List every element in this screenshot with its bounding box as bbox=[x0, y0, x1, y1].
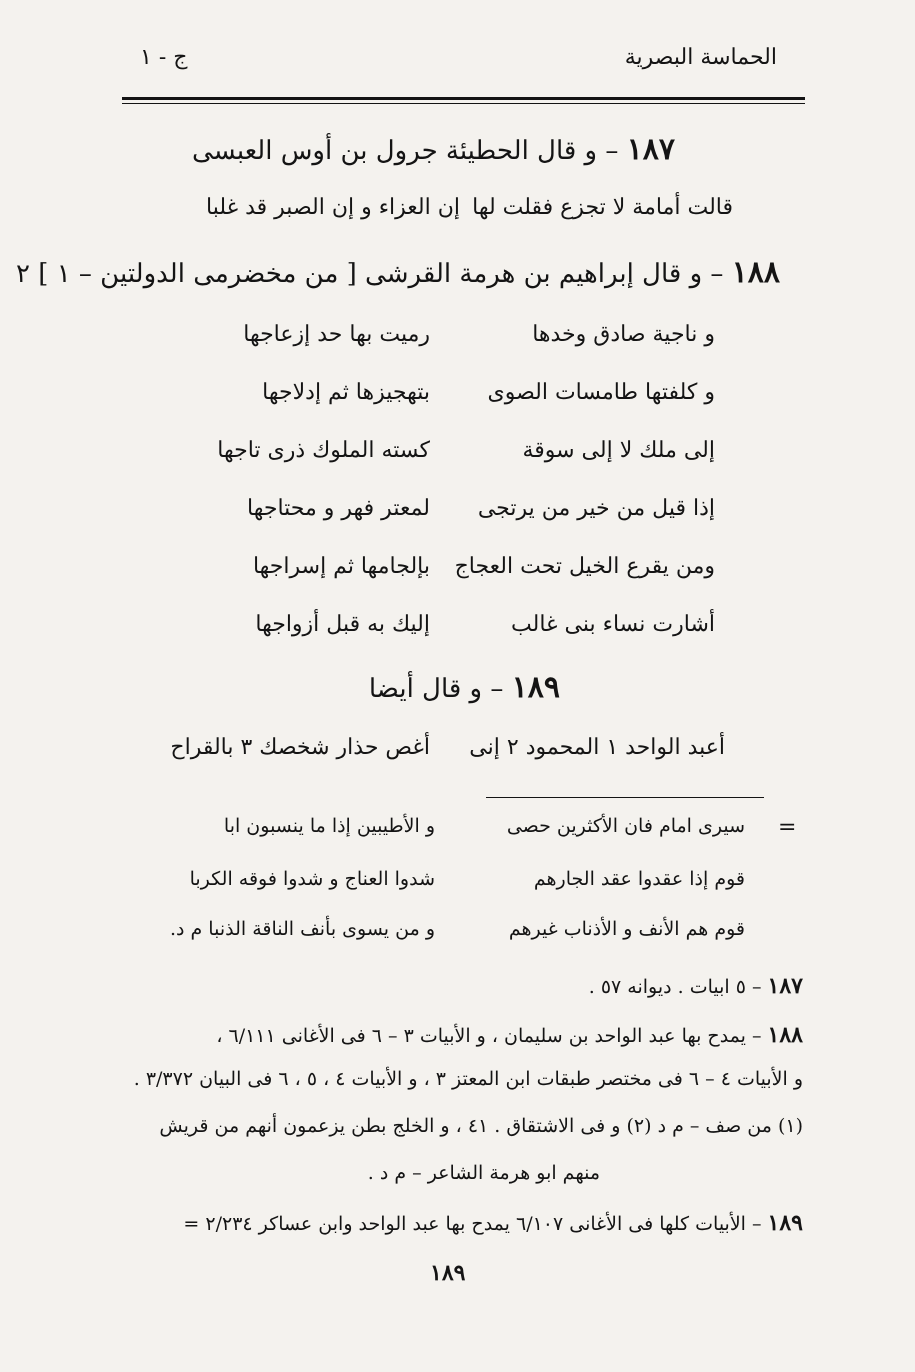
footnote-verse-first: سيرى امام فان الأكثرين حصى bbox=[506, 815, 745, 837]
verse-second-half: كسته الملوك ذرى تاجها bbox=[217, 438, 430, 463]
note-188-line-2: و الأبيات ٤ – ٦ فى مختصر طبقات ابن المعتز ٣ ، و الأبيات ٤ ، ٥ ، ٦ فى البيان ٣/٣٧٢ . bbox=[133, 1068, 803, 1090]
footnote-verse-second: و الأطيبين إذا ما ينسبون ابا bbox=[223, 815, 435, 837]
verse-second-half: رميت بها حد إزعاجها bbox=[243, 322, 430, 347]
poem-number: ١٨٧ bbox=[626, 132, 675, 167]
note-text: – ٥ ابيات . ديوانه ٥٧ . bbox=[588, 976, 762, 998]
verse-second-half: أغص حذار شخصك ٣ بالقراح bbox=[170, 735, 430, 760]
poem-title: – و قال الحطيئة جرول بن أوس العبسى bbox=[192, 136, 619, 166]
running-title: الحماسة البصرية bbox=[624, 45, 777, 70]
verse-first-half: و كلفتها طامسات الصوى bbox=[487, 380, 715, 405]
footnote-verse-second: شدوا العناج و شدوا فوقه الكربا bbox=[189, 868, 435, 890]
verse-second-half: بتهجيزها ثم إدلاجها bbox=[262, 380, 430, 405]
footnote-rule bbox=[486, 797, 764, 798]
verse-first-half: ومن يقرع الخيل تحت العجاج bbox=[454, 554, 715, 579]
note-number: ١٨٩ bbox=[767, 1210, 803, 1236]
note-188-line-4: منهم ابو هرمة الشاعر – م د . bbox=[367, 1162, 600, 1184]
poem-number: ١٨٨ bbox=[731, 255, 780, 290]
poem-number: ١٨٩ bbox=[511, 670, 560, 705]
header-rule-thick bbox=[122, 97, 805, 100]
verse-first-half: و ناجية صادق وخدها bbox=[532, 322, 715, 347]
verse-second-half: إن العزاء و إن الصبر قد غلبا bbox=[205, 195, 460, 220]
volume-label: ج - ١ bbox=[140, 45, 188, 70]
note-189 bbox=[183, 1210, 803, 1236]
verse-second-half: بإلجامها ثم إسراجها bbox=[252, 554, 430, 579]
note-187 bbox=[589, 973, 803, 999]
note-188-line-1 bbox=[216, 1022, 803, 1048]
footnote-verse-first: قوم إذا عقدوا عقد الجارهم bbox=[533, 868, 745, 890]
poem-188-heading bbox=[16, 255, 780, 290]
note-text: – الأبيات كلها فى الأغانى ٦/١٠٧ يمدح بها عبد الواحد وابن عساكر ٢/٢٣٤ = bbox=[183, 1213, 762, 1235]
verse-first-half: أشارت نساء بنى غالب bbox=[511, 612, 715, 637]
verse-first-half: قالت أمامة لا تجزع فقلت لها bbox=[472, 195, 733, 220]
page-number: ١٨٩ bbox=[430, 1260, 466, 1286]
poem-189-heading bbox=[369, 670, 560, 705]
note-188-line-3: (١) من صف – م د (٢) و فى الاشتقاق . ٤١ ، و الخلج بطن يزعمون أنهم من قريش bbox=[159, 1115, 803, 1137]
note-number: ١٨٨ bbox=[767, 1022, 803, 1048]
verse-first-half: أعبد الواحد ١ المحمود ٢ إنى bbox=[469, 735, 725, 760]
verse-second-half: لمعتر فهر و محتاجها bbox=[247, 496, 430, 521]
header-rule-thin bbox=[122, 103, 805, 104]
verse-second-half: إليك به قبل أزواجها bbox=[255, 612, 430, 637]
poem-title: – و قال إبراهيم بن هرمة القرشى [ من مخضرمى الدولتين – ١ ] ٢ bbox=[16, 259, 724, 289]
footnote-verse-second: و من يسوى بأنف الناقة الذنبا م د. bbox=[169, 918, 435, 940]
poem-187-heading bbox=[192, 132, 675, 167]
note-number: ١٨٧ bbox=[767, 973, 803, 999]
verse-first-half: إلى ملك لا إلى سوقة bbox=[522, 438, 715, 463]
verse-first-half: إذا قيل من خير من يرتجى bbox=[477, 496, 715, 521]
footnote-verse-first: قوم هم الأنف و الأذناب غيرهم bbox=[508, 918, 745, 940]
note-text: – يمدح بها عبد الواحد بن سليمان ، و الأبيات ٣ – ٦ فى الأغانى ٦/١١١ ، bbox=[216, 1025, 762, 1047]
continuation-marker: = bbox=[778, 815, 797, 840]
poem-title: – و قال أيضا bbox=[368, 674, 504, 704]
